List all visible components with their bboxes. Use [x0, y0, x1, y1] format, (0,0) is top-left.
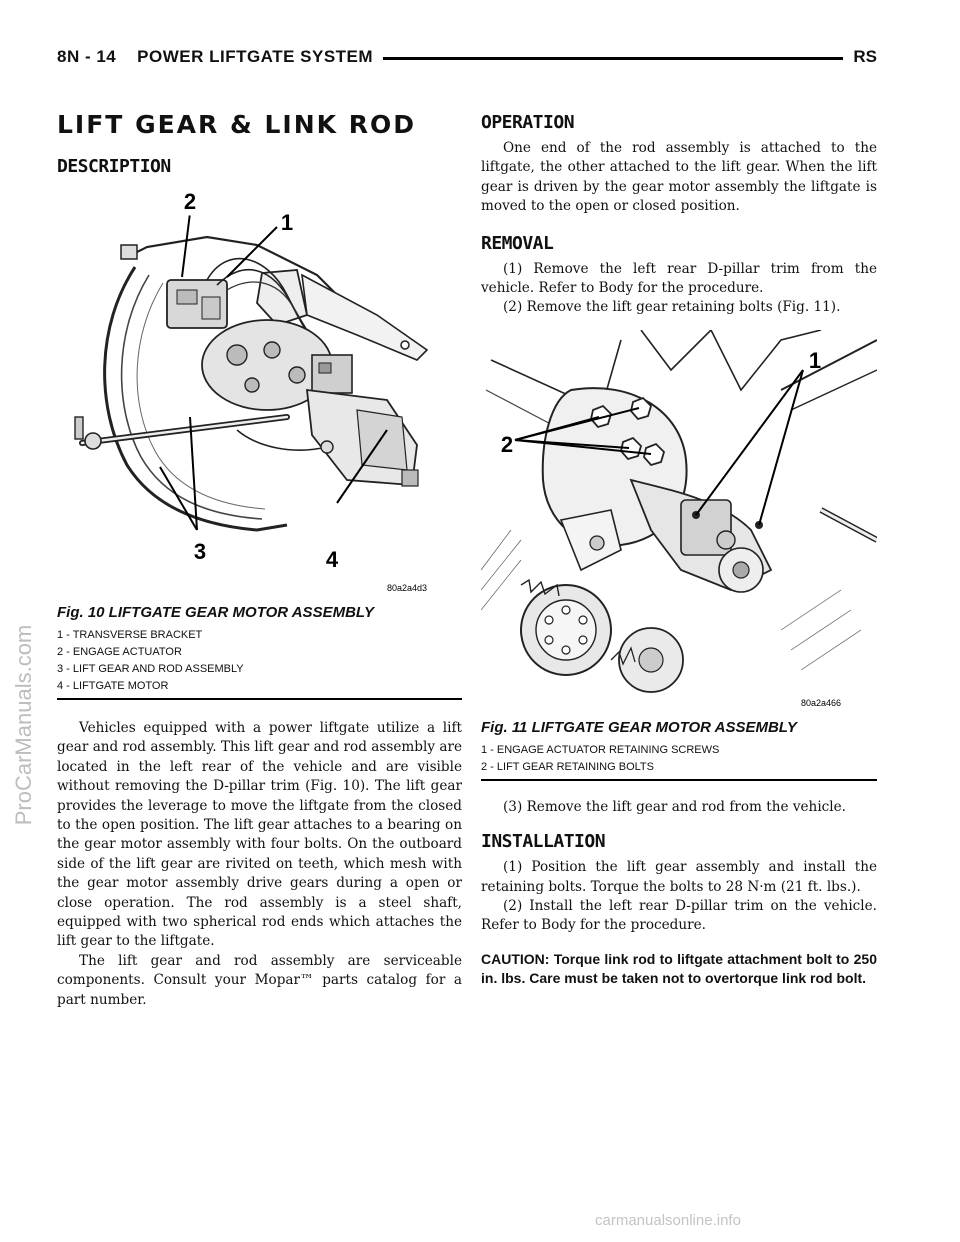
figure-11-rule — [481, 779, 877, 781]
figure-11-illustration — [481, 330, 877, 720]
fig10-callout-4: 4 — [325, 547, 339, 572]
removal-step: (2) Remove the lift gear retaining bolts (Fig. 11). — [503, 299, 841, 316]
page-title: LIFT GEAR & LINK ROD — [57, 110, 416, 139]
caution-note: CAUTION: Torque link rod to liftgate attachment bolt to 250 in. lbs. Care must be taken not to overtorque link rod bolt. — [481, 950, 877, 987]
legend-item: 2 - ENGAGE ACTUATOR — [57, 646, 182, 658]
figure-10-legend — [57, 627, 462, 695]
header-section-title: 8N - 14 POWER LIFTGATE SYSTEM — [57, 47, 383, 67]
page-header — [57, 47, 877, 77]
figure-10-rule — [57, 698, 462, 700]
figure-11-title: Fig. 11 LIFTGATE GEAR MOTOR ASSEMBLY — [481, 718, 797, 736]
header-model-code: RS — [843, 47, 877, 67]
removal-heading: REMOVAL — [481, 232, 554, 254]
description-paragraph: The lift gear and rod assembly are serviceable components. Consult your Mopar™ parts catalog for a part number. — [57, 952, 462, 1008]
figure-11 — [481, 330, 877, 781]
installation-heading: INSTALLATION — [481, 831, 606, 853]
description-paragraph: Vehicles equipped with a power liftgate utilize a lift gear and rod assembly. This lift gear and rod assembly are located in the left rear of the vehicle and are visible without removing the D-pillar trim (Fig. 10). The lift gear provides the leverage to move the liftgate from the closed to the open position. The lift gear attaches to a bearing on the gear motor assembly with four bolts. On the outboard side of the lift gear are rivited on teeth, which mesh with the gear motor assembly drive gears during a open or close operation. The rod assembly is a steel shaft, equipped with two spherical rod ends which attaches the lift gear to the liftgate. — [57, 720, 462, 950]
fig11-callout-2: 2 — [500, 431, 514, 457]
installation-step: (1) Position the lift gear assembly and install the retaining bolts. Torque the bolts to 28 N·m (21 ft. lbs.). — [481, 859, 877, 895]
fig10-callout-1: 1 — [280, 210, 294, 235]
figure-10-title: Fig. 10 LIFTGATE GEAR MOTOR ASSEMBLY — [57, 604, 374, 621]
fig11-image-code: 80a2a466 — [801, 697, 842, 708]
fig10-image-code: 80a2a4d3 — [387, 583, 428, 593]
legend-item: 4 - LIFTGATE MOTOR — [57, 680, 169, 692]
figure-10 — [57, 185, 462, 700]
figure-11-legend — [481, 742, 877, 776]
description-heading: DESCRIPTION — [57, 156, 171, 177]
fig10-callout-2: 2 — [183, 189, 197, 214]
legend-item: 3 - LIFT GEAR AND ROD ASSEMBLY — [57, 663, 244, 675]
installation-step: (2) Install the left rear D-pillar trim on the vehicle. Refer to Body for the procedure. — [481, 898, 877, 934]
legend-item: 1 - TRANSVERSE BRACKET — [57, 629, 203, 641]
fig11-callout-1: 1 — [808, 347, 822, 373]
legend-item: 1 - ENGAGE ACTUATOR RETAINING SCREWS — [481, 743, 720, 756]
side-watermark: ProCarManuals.com — [11, 624, 36, 826]
legend-item: 2 - LIFT GEAR RETAINING BOLTS — [481, 760, 654, 773]
figure-10-illustration — [57, 185, 462, 603]
fig10-callout-3: 3 — [193, 539, 207, 564]
right-column — [481, 110, 877, 989]
left-column — [57, 110, 462, 1010]
operation-paragraph: One end of the rod assembly is attached to the liftgate, the other attached to the lift gear. When the lift gear is driven by the gear motor assembly the liftgate is moved to the open or closed position. — [481, 140, 877, 215]
operation-heading: OPERATION — [481, 112, 575, 133]
removal-step: (1) Remove the left rear D-pillar trim from the vehicle. Refer to Body for the procedure. — [481, 260, 877, 297]
removal-step: (3) Remove the lift gear and rod from the vehicle. — [503, 798, 846, 815]
bottom-watermark: carmanualsonline.info — [595, 1212, 741, 1229]
